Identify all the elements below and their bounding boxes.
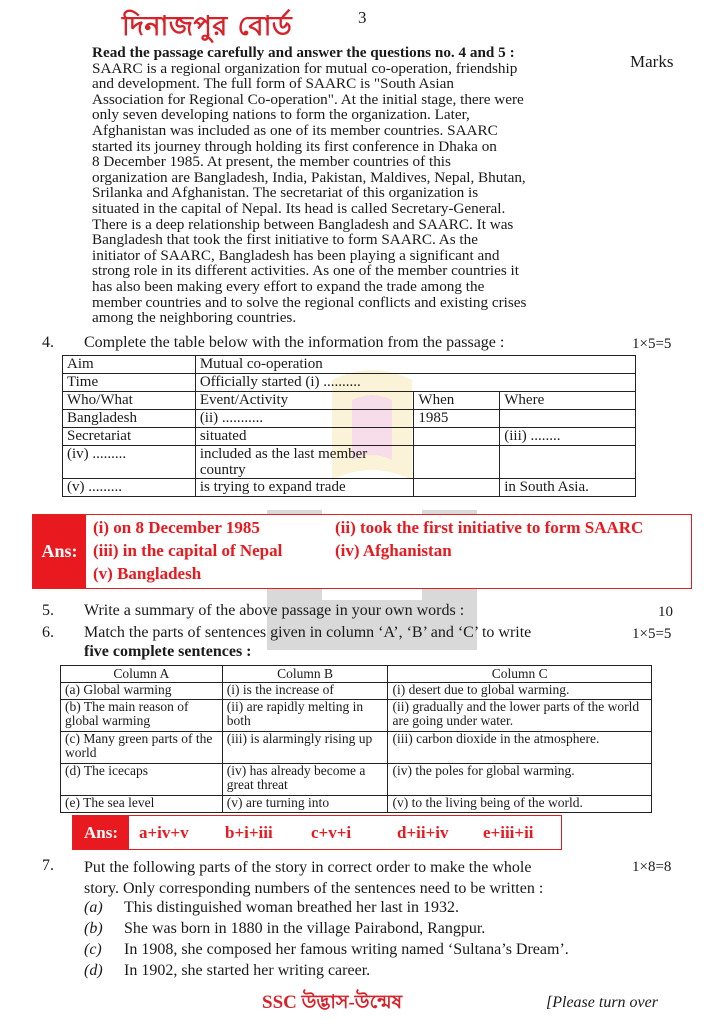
table-cell: (ii) gradually and the lower parts of the world are going under water. <box>388 700 652 732</box>
q6-text-2: five complete sentences : <box>84 643 252 660</box>
table-row <box>63 479 636 497</box>
answer-item: b+i+iii <box>225 823 273 842</box>
table-cell: in South Asia. <box>500 479 636 497</box>
table-cell: (iv) the poles for global warming. <box>388 764 652 796</box>
column-header: Column B <box>222 666 388 683</box>
passage-line: started its journey through holding its first conference in Dhaka on <box>92 137 497 155</box>
q7-marks: 1×8=8 <box>632 859 672 875</box>
passage-line: Association for Regional Co-operation". At the initial stage, there were <box>92 90 524 108</box>
table-cell: Bangladesh <box>63 410 196 428</box>
table-cell: (iii) ........ <box>500 428 636 446</box>
q7-text <box>84 857 624 899</box>
table-cell <box>414 446 500 479</box>
answer-item: (ii) took the first initiative to form SAARC <box>335 518 644 537</box>
passage-line: member countries and to solve the regional conflicts and existing crises <box>92 293 527 311</box>
table-cell: When <box>414 392 500 410</box>
table-row <box>61 764 652 796</box>
q7-item-text: This distinguished woman breathed her last in 1932. <box>124 899 460 916</box>
table-cell: (i) desert due to global warming. <box>388 683 652 700</box>
answer-item: c+v+i <box>311 823 352 842</box>
passage-line: Srilanka and Afghanistan. The secretariat of this organization is <box>92 184 479 202</box>
passage-line: among the neighboring countries. <box>92 309 297 327</box>
table-cell: Who/What <box>63 392 196 410</box>
table-cell: (iii) is alarmingly rising up <box>222 732 388 764</box>
q7-text-line: story. Only corresponding numbers of the sentences need to be written : <box>84 880 544 897</box>
page-number: 3 <box>358 8 367 27</box>
q4-table <box>62 355 636 497</box>
table-cell <box>414 479 500 497</box>
table-cell <box>500 446 636 479</box>
table-cell: (iv) has already become a great threat <box>222 764 388 796</box>
passage-line: There is a deep relationship between Bangladesh and SAARC. It was <box>92 215 514 233</box>
table-cell: included as the last member country <box>195 446 414 479</box>
answer-item: (v) Bangladesh <box>93 564 202 583</box>
answer-item: e+iii+ii <box>483 823 534 842</box>
q7-item-label: (a) <box>84 899 103 916</box>
turn-over-note: [Please turn over <box>546 994 658 1011</box>
table-cell: (iv) ......... <box>63 446 196 479</box>
answer-item: (iii) in the capital of Nepal <box>93 541 283 560</box>
board-name: দিনাজপুর বোর্ড <box>122 11 293 42</box>
passage-line: Afghanistan was included as one of its member countries. SAARC <box>92 121 498 139</box>
marks-header: Marks <box>630 52 674 71</box>
answer-item: d+ii+iv <box>397 823 449 842</box>
answer-item: a+iv+v <box>139 823 189 842</box>
table-cell: is trying to expand trade <box>195 479 414 497</box>
table-cell: (i) is the increase of <box>222 683 388 700</box>
table-cell: (b) The main reason of global warming <box>61 700 223 732</box>
answer-label: Ans: <box>73 816 129 849</box>
q5-number: 5. <box>42 602 54 619</box>
table-row <box>63 356 636 374</box>
table-cell: (iii) carbon dioxide in the atmosphere. <box>388 732 652 764</box>
passage-line: has also been making every effort to expand the trade among the <box>92 277 485 295</box>
q4-answer-box <box>32 514 692 589</box>
table-cell: Secretariat <box>63 428 196 446</box>
table-cell: (a) Global warming <box>61 683 223 700</box>
answer-item: (i) on 8 December 1985 <box>93 518 260 537</box>
passage-line: 8 December 1985. At present, the member countries of this <box>92 153 451 171</box>
table-row <box>61 683 652 700</box>
q7-item-label: (c) <box>84 941 102 958</box>
q6-marks: 1×5=5 <box>632 626 672 642</box>
table-row <box>63 392 636 410</box>
table-cell <box>500 410 636 428</box>
table-cell: 1985 <box>414 410 500 428</box>
table-cell: situated <box>195 428 414 446</box>
passage-line: and development. The full form of SAARC is "South Asian <box>92 75 454 93</box>
q4-number: 4. <box>42 334 54 351</box>
table-row <box>63 446 636 479</box>
q7-item-text: She was born in 1880 in the village Pairabond, Rangpur. <box>124 920 486 937</box>
table-row <box>63 410 636 428</box>
q7-number: 7. <box>42 857 54 874</box>
table-cell: Aim <box>63 356 196 374</box>
passage-line: organization are Bangladesh, India, Pakistan, Maldives, Nepal, Bhutan, <box>92 168 526 186</box>
table-cell: (v) ......... <box>63 479 196 497</box>
footer-brand: SSC উদ্ভাস-উন্মেষ <box>262 992 403 1013</box>
q6-number: 6. <box>42 624 54 641</box>
passage-line: SAARC is a regional organization for mutual co-operation, friendship <box>92 59 518 77</box>
passage-line: Bangladesh that took the first initiative to form SAARC. As the <box>92 231 478 249</box>
answer-label: Ans: <box>33 515 86 588</box>
q4-marks: 1×5=5 <box>632 336 672 352</box>
q6-table <box>60 665 652 813</box>
q7-text-line: Put the following parts of the story in correct order to make the whole <box>84 859 532 876</box>
table-row <box>63 428 636 446</box>
table-row <box>63 374 636 392</box>
q7-item-label: (d) <box>84 962 103 979</box>
q6-answer-box <box>72 815 562 850</box>
table-cell: Mutual co-operation <box>195 356 635 374</box>
q6-text: Match the parts of sentences given in column ‘A’, ‘B’ and ‘C’ to write <box>84 624 532 641</box>
q7-item-text: In 1902, she started her writing career. <box>124 962 371 979</box>
table-row <box>61 796 652 813</box>
table-row <box>61 700 652 732</box>
q7-item-text: In 1908, she composed her famous writing named ‘Sultana’s Dream’. <box>124 941 569 958</box>
table-row <box>61 732 652 764</box>
passage-line: initiator of SAARC, Bangladesh has been playing a significant and <box>92 246 500 264</box>
q4-text: Complete the table below with the information from the passage : <box>84 334 505 351</box>
table-cell: (ii) ........... <box>195 410 414 428</box>
table-cell: Officially started (i) .......... <box>195 374 635 392</box>
answer-item: (iv) Afghanistan <box>335 541 452 560</box>
table-cell: (v) to the living being of the world. <box>388 796 652 813</box>
q5-marks: 10 <box>658 604 673 620</box>
table-cell: (c) Many green parts of the world <box>61 732 223 764</box>
column-header: Column A <box>61 666 223 683</box>
passage <box>92 45 620 326</box>
table-cell: Time <box>63 374 196 392</box>
table-cell: (d) The icecaps <box>61 764 223 796</box>
column-header: Column C <box>388 666 652 683</box>
passage-instruction: Read the passage carefully and answer the questions no. 4 and 5 : <box>92 44 515 61</box>
passage-line: situated in the capital of Nepal. Its head is called Secretary-General. <box>92 199 506 217</box>
table-cell: (e) The sea level <box>61 796 223 813</box>
passage-line: strong role in its different activities. As one of the member countries it <box>92 262 519 280</box>
q7-item-label: (b) <box>84 920 103 937</box>
table-cell: (v) are turning into <box>222 796 388 813</box>
table-cell <box>414 428 500 446</box>
table-header-row <box>61 666 652 683</box>
table-cell: Event/Activity <box>195 392 414 410</box>
table-cell: (ii) are rapidly melting in both <box>222 700 388 732</box>
table-cell: Where <box>500 392 636 410</box>
q5-text: Write a summary of the above passage in your own words : <box>84 602 465 619</box>
passage-line: only seven developing nations to form the organization. Later, <box>92 106 470 124</box>
